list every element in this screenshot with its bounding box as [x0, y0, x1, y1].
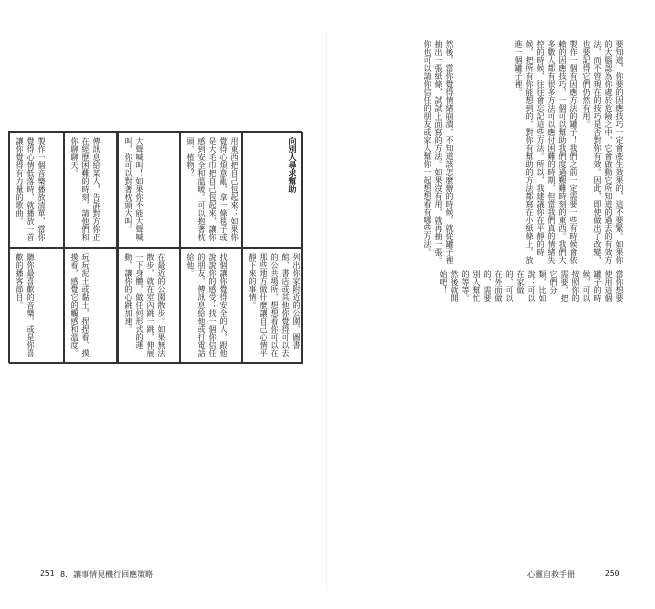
left-page — [0, 0, 327, 609]
grid-cell-text: 列出你家附近的公園、圖書館、書店或其他你覺得可以去的公共場所，想想看你可以在那些地方做什麼讓自己心情平靜下來的事情。 — [248, 253, 301, 357]
page-number: 250 — [605, 569, 620, 578]
grid-heading: 向別人尋求幫助 — [288, 137, 297, 193]
grid-cell-text: 大聲喊叫！如果你不能大聲喊叫，你可以對著枕頭大叫。 — [124, 137, 144, 241]
grid-cell — [242, 248, 303, 364]
paragraph-1: 要知道，你要的因應技巧一定會產生效果的，這不要緊。如果你的大腦認為你處於危險之中，它會啟動它所知道的過去的有效方法，而不管現在的技巧是否對你有效。因此，即使做出了改變，也要記得它們仍然有用。 — [582, 40, 624, 264]
running-head: 8．讓事情見機行回應策略 — [60, 570, 154, 579]
paragraph-3: 然後，當你覺得情緒崩潰、不知道該怎麼辦的時候，就從罐子裡抽出一張紙條，試試上面寫的方法。如果沒有用，就再抽一張。你也可以請你信任的朋友或家人幫你一起想想看有哪些方法。 — [423, 40, 454, 264]
grid-cell — [118, 248, 180, 364]
grid-cell — [9, 132, 64, 248]
grid-cell-text: 傳訊息給某人，告訴對方你正在經歷困難的時刻，請他們和你聊聊天。 — [70, 137, 101, 241]
grid-cell — [118, 132, 180, 248]
body-text-top — [367, 40, 625, 270]
paragraph-2: 製作一個有因應方法的罐子！我們之前一定需要一些有時候會依賴的因應技巧，一個可以幫助我們度過艱難時刻的東西。我們大多數人都有很多方法可以應付困難的時期，但當我們真的情緒失控的時候，往往會忘記這些方法。所以，我建議你在平靜的時候，把所有你能想到的、對你有幫助的方法都寫在小紙條上，放進一個罐子裡。 — [514, 40, 578, 264]
grid-cell-text: 用東西把自己包起來：如果你覺得心煩意亂，拿一條毯子或是大毛巾把自己包起來，讓你感到安全和溫暖。可以抱著枕頭、植物？ — [186, 137, 239, 241]
grid-cell-text: 聽你最喜歡的音樂，或是你喜歡的播客節目。 — [15, 253, 35, 357]
grid-cell — [64, 248, 118, 364]
grid-cell — [9, 248, 64, 364]
grid-cell — [180, 248, 242, 364]
grid-cell — [64, 132, 118, 248]
grid-cell-heading — [242, 132, 303, 248]
running-head: 心靈自救手冊 — [527, 570, 575, 579]
grid-cell — [180, 132, 242, 248]
right-page — [327, 0, 655, 609]
grid-cell-text: 製作一個音樂播放清單，當你覺得心情低落時，就播放一首讓你覺得有力量的歌曲。 — [15, 137, 46, 241]
paragraph-4: 當你想要使用這個罐子的時候，可以按照你的需要，把它們分類，比如說：可以在家做的、可以在外面做的、需要別人幫忙的等等。然後就開始吧！ — [439, 270, 624, 302]
page-number: 251 — [40, 569, 55, 578]
grid-cell-text: 玩玩泥土或黏土，捏捏看、摸摸看，感覺它的觸感和溫度。 — [70, 253, 90, 357]
grid-cell-text: 找個讓你覺得安全的人，跟他說說你的感受；找一個你信任的朋友，傳訊息給他或打電話給他。 — [186, 253, 228, 357]
body-text-bottom — [367, 270, 625, 310]
grid-cell-text: 在最近的公園散步。如果無法散步，就在室內跳一跳，伸展一下身體，做任何形式的運動，讓你的心跳加速。 — [124, 253, 166, 357]
coping-strategies-grid — [117, 131, 302, 363]
coping-strategies-grid-b — [8, 131, 117, 363]
